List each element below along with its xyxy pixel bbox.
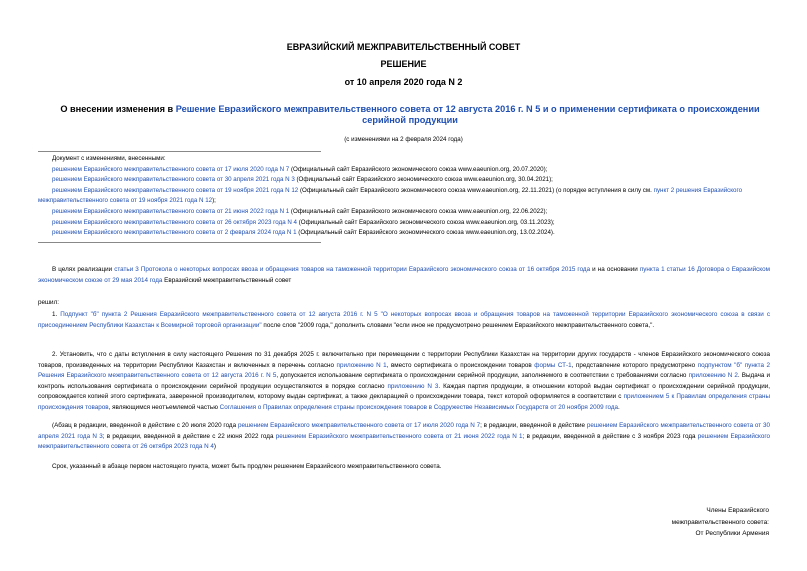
note-text: ; в редакции, введенной в действие с 22 июня 2022 года [102, 432, 276, 440]
change-link[interactable]: решением Евразийского межправительственного совета от 19 ноября 2021 года N 12 [52, 186, 299, 194]
signature-line: межправительственного совета: [671, 518, 769, 526]
decided-label: решил: [38, 299, 59, 306]
change-item [38, 186, 772, 207]
change-item [52, 175, 772, 186]
paragraph-text: , являющимся неотъемлемой частью [108, 403, 220, 411]
note-text: ; в редакции, введенной в действие с 3 ноября 2023 года [522, 432, 698, 440]
org-name: ЕВРАЗИЙСКИЙ МЕЖПРАВИТЕЛЬСТВЕННЫЙ СОВЕТ [286, 42, 521, 52]
edition-link[interactable]: решением Евразийского межправительственного совета от 21 июня 2022 года N 1 [275, 432, 523, 440]
annex-3-link[interactable]: приложению N 3 [387, 382, 439, 390]
paragraph-text: 2. Установить, что с даты вступления в силу настоящего Решения по 31 декабря 2025 г. включительно при перемещении с территории Республики Казахстан на территории других государств - членов Евразийского экономического союза товаров, произведенных на территории Республики Казахстан и включенных в перечень согласно [38, 351, 770, 369]
treaty-article-link[interactable]: пункта 1 статьи 16 Договора о Евразийском экономическом союзе от 29 мая 2014 года [38, 266, 770, 284]
paragraph-2 [38, 350, 770, 414]
cis-agreement-link[interactable]: Соглашения о Правилах определения страны происхождения товаров в Содружестве Независимых Государств от 20 ноября 2009 года [219, 403, 619, 411]
signature-line: Члены Евразийского [706, 507, 769, 514]
edition-link[interactable]: решением Евразийского межправительственного совета от 30 апреля 2021 года N 3 [38, 422, 771, 440]
change-source: (Официальный сайт Евразийского экономического союза www.eaeunion.org, 03.11.2023); [297, 218, 555, 226]
change-entry-link[interactable]: пункт 2 решения Евразийского межправительственного совета от 19 ноября 2021 года N 12 [38, 186, 743, 205]
paragraph-text: , представление которого предусмотрено [571, 361, 698, 369]
change-link[interactable]: решением Евразийского межправительственного совета от 26 октября 2023 года N 4 [52, 218, 297, 226]
amended-decision-link[interactable]: Решение Евразийского межправительственного совета от 12 августа 2016 г. N 5 и о применении сертификата о происхождении серийной продукции [175, 104, 760, 125]
change-item [52, 207, 772, 218]
change-link[interactable]: решением Евразийского межправительственного совета от 17 июля 2020 года N 7 [52, 165, 290, 173]
edition-link[interactable]: решением Евразийского межправительственного совета от 17 июля 2020 года N 7 [237, 422, 481, 429]
change-source: (Официальный сайт Евразийского экономического союза www.eaeunion.org, 22.11.2021) (о порядке вступления в силу см. [298, 186, 654, 194]
paragraph-text: после слов "2009 года," дополнить словами "если иное не предусмотрено решением Евразийского межправительственного совета,". [261, 321, 655, 329]
change-source: ); [212, 197, 216, 205]
divider-top [38, 151, 321, 152]
change-link[interactable]: решением Евразийского межправительственного совета от 2 февраля 2024 года N 1 [52, 229, 297, 237]
paragraph-text: . Выдача и контроль использования сертификата о происхождении серийной продукции осуществляются в порядке согласно [38, 372, 771, 390]
signature-line: От Республики Армения [695, 530, 769, 537]
paragraph-1 [38, 310, 770, 331]
change-item [52, 228, 772, 239]
paragraph-text: 1. [52, 311, 61, 318]
note-text: ) [213, 443, 217, 451]
changes-intro: Документ с изменениями, внесенными: [52, 155, 166, 162]
change-item [52, 218, 772, 229]
paragraph-text: . [618, 403, 620, 411]
edition-link[interactable]: решением Евразийского межправительственного совета от 26 октября 2023 года N 4 [38, 432, 771, 451]
divider-bottom [38, 242, 321, 243]
changes-block [38, 154, 772, 239]
amended-note: (с изменениями на 2 февраля 2024 года) [344, 136, 463, 143]
title-prefix: О внесении изменения в [60, 104, 176, 114]
change-source: (Официальный сайт Евразийского экономического союза www.eaeunion.org, 13.02.2024). [296, 229, 555, 237]
note-text: ; в редакции, введенной в действие [480, 422, 587, 429]
doc-date-number: от 10 апреля 2020 года N 2 [344, 77, 463, 87]
subclause-link[interactable]: Подпункт "б" пункта 2 Решения Евразийского межправительственного совета от 12 августа 2016 г. N 5 "О некоторых вопросах ввоза и обращения товаров на таможенной территории Евразийского экономического союза в связи с присоединением Республики Казахстан к Всемирной торговой организации" [38, 311, 770, 329]
edition-note [38, 421, 770, 453]
change-source: (Официальный сайт Евразийского экономического союза www.eaeunion.org, 22.06.2022); [289, 207, 548, 215]
paragraph-text: . Каждая партия продукции, в отношении которой выдан сертификат о происхождении серийной продукции, сопровождается копией этого сертификата, заверенной производителем, которому выдан сертификат, а также декларацией о происхождении товара, текст которой оформляется в соответствии с [38, 382, 770, 401]
preamble-text: В целях реализации [52, 266, 115, 273]
change-source: (Официальный сайт Евразийского экономического союза www.eaeunion.org, 20.07.2020); [289, 165, 548, 173]
change-link[interactable]: решением Евразийского межправительственного совета от 30 апреля 2021 года N 3 [52, 176, 295, 184]
preamble [38, 265, 770, 286]
subclause-ref-link[interactable]: подпунктом "б" пункта 2 Решения Евразийского межправительственного совета от 12 августа 2016 г. N 5 [38, 361, 770, 380]
preamble-text: Евразийский межправительственный совет [162, 276, 292, 284]
doc-type: РЕШЕНИЕ [380, 59, 427, 69]
change-item [52, 165, 772, 176]
paragraph-3: Срок, указанный в абзаце первом настоящего пункта, может быть продлен решением Евразийского межправительственного совета. [52, 463, 442, 470]
note-text: (Абзац в редакции, введенной в действие с 20 июля 2020 года [52, 422, 238, 429]
doc-title [55, 104, 765, 126]
rules-annex-link[interactable]: приложением 5 к Правилам определения страны происхождения товаров [38, 393, 770, 411]
paragraph-text: , вместо сертификата о происхождении товаров [386, 361, 535, 369]
paragraph-text: , допускается использование сертификата о происхождении серийной продукции, заполняемого в соответствии с требованиями согласно [276, 372, 689, 380]
protocol-article-link[interactable]: статьи 3 Протокола о некоторых вопросах ввоза и обращения товаров на таможенной территории Евразийского экономического союза от 16 октября 2015 года [114, 266, 591, 273]
change-link[interactable]: решением Евразийского межправительственного совета от 21 июня 2022 года N 1 [52, 207, 290, 215]
annex-2-link[interactable]: приложению N 2 [688, 372, 738, 380]
form-st1-link[interactable]: формы СТ-1 [534, 361, 572, 369]
annex-1-link[interactable]: приложению N 1 [336, 361, 387, 369]
preamble-text: и на основании [590, 266, 640, 273]
change-source: (Официальный сайт Евразийского экономического союза www.eaeunion.org, 30.04.2021); [294, 176, 553, 184]
signature-block [672, 505, 769, 540]
